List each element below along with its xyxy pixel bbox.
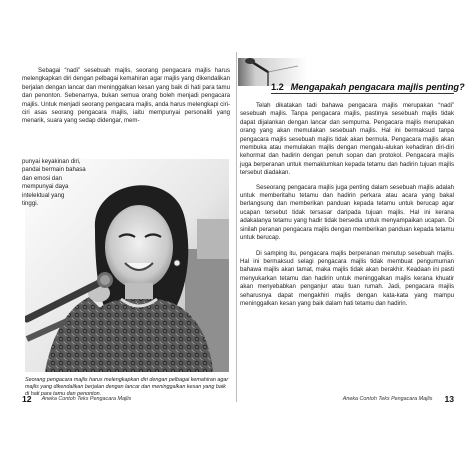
section-title: Mengapakah pengacara majlis penting? <box>290 82 465 92</box>
left-page-number: 12 <box>22 394 32 404</box>
wrap-line: pandai bermain bahasa <box>22 166 86 174</box>
book-gutter <box>236 52 237 402</box>
wrap-line: tinggi. <box>22 200 39 208</box>
wrap-line: mempunyai daya <box>22 183 69 191</box>
section-number: 1.2 <box>271 82 284 92</box>
right-page-number: 13 <box>444 394 454 404</box>
right-body-text <box>240 102 454 315</box>
right-running-title: Aneka Contoh Teks Pengacara Majlis <box>342 396 433 402</box>
intro-paragraph: Sebagai “nadi” sesebuah majlis, seorang pengacara majlis harus melengkapkan diri dengan pelbagai kemahiran agar majlis yang dikendalikan berjalan dengan lancar dan meninggalkan kesan yang baik di hati para tamu dan penonton. Sebenarnya, bukan semua orang boleh menjadi pengacara majlis. Untuk menjadi seorang pengacara majlis, anda harus melengkapi ciri-ciri asas seorang pengacara majlis, iaitu mempunyai personaliti yang menarik, suara yang sedap didengar, mem- <box>22 67 230 125</box>
right-page <box>240 46 454 421</box>
photo-caption: Seorang pengacara majlis harus melengkapkan diri dengan pelbagai kemahiran agar majlis yang dikendalikan berjalan dengan lancar dan meninggalkan kesan yang baik di hati para tamu dan penonton. <box>25 377 229 398</box>
left-footer <box>22 393 232 405</box>
body-paragraph: Telah dikatakan tadi bahawa pengacara majlis merupakan “nadi” sesebuah majlis. Tanpa pengacara majlis, pastinya sesebuah majlis tidak dapat dijalankan dengan lancar dan sempurna. Pengacara majlis merupakan orang yang akan memulakan sesebuah majlis. Hal ini bermaksud tanpa pengacara majlis sesebuah majlis tidak akan bermula. Pengacara majlis akan membuka atau memulakan majlis dengan mengalu-alukan kehadiran diri-diri kehormat dan hadirin dengan penuh sopan dan protokol. Pengacara majlis juga berperanan untuk memaklumkan kepada tetamu dan hadirin tujuan majlis tersebut diadakan. <box>240 102 454 177</box>
body-paragraph: Di samping itu, pengacara majlis berperanan menutup sesebuah majlis. Hal ini bermaksud selagi pengacara majlis tidak membuat pengumuman bahawa majlis akan tamat, maka majlis tidak akan berakhir. Keadaan ini pasti menyukarkan tetamu dan hadirin untuk meninggalkan majlis kerana khuatir akan menyebabkan penganjur atau tuan rumah. Jadi, pengacara majlis seharusnya dapat mengakhiri majlis dengan kata-kata yang mampu meninggalkan kesan yang baik dalam hati tetamu dan hadirin. <box>240 249 454 307</box>
left-page <box>22 46 230 421</box>
right-footer <box>240 393 454 405</box>
wrap-line: dan emosi dan <box>22 174 62 182</box>
wrap-line: punyai keyakinan diri, <box>22 158 81 165</box>
body-paragraph: Seseorang pengacara majlis juga penting dalam sesebuah majlis adalah untuk memberitahu tetamu dan hadirin perkara atau acara yang bakal berlangsung dan memberikan panduan kepada tetamu untuk berucap agar ucapan tersebut tidak tersasar daripada tujuan majlis. Hal ini kerana adakalanya tetamu yang hadir tidak bersedia untuk menyampaikan ucapan. Di sinilah peranan pengacara majlis dengan memberikan panduan kepada tetamu untuk berucap. <box>240 183 454 242</box>
wrap-text-column <box>22 158 94 208</box>
left-intro-text <box>22 67 230 126</box>
wrap-line: intelektual yang <box>22 191 65 199</box>
left-running-title: Aneka Contoh Teks Pengacara Majlis <box>41 396 132 402</box>
